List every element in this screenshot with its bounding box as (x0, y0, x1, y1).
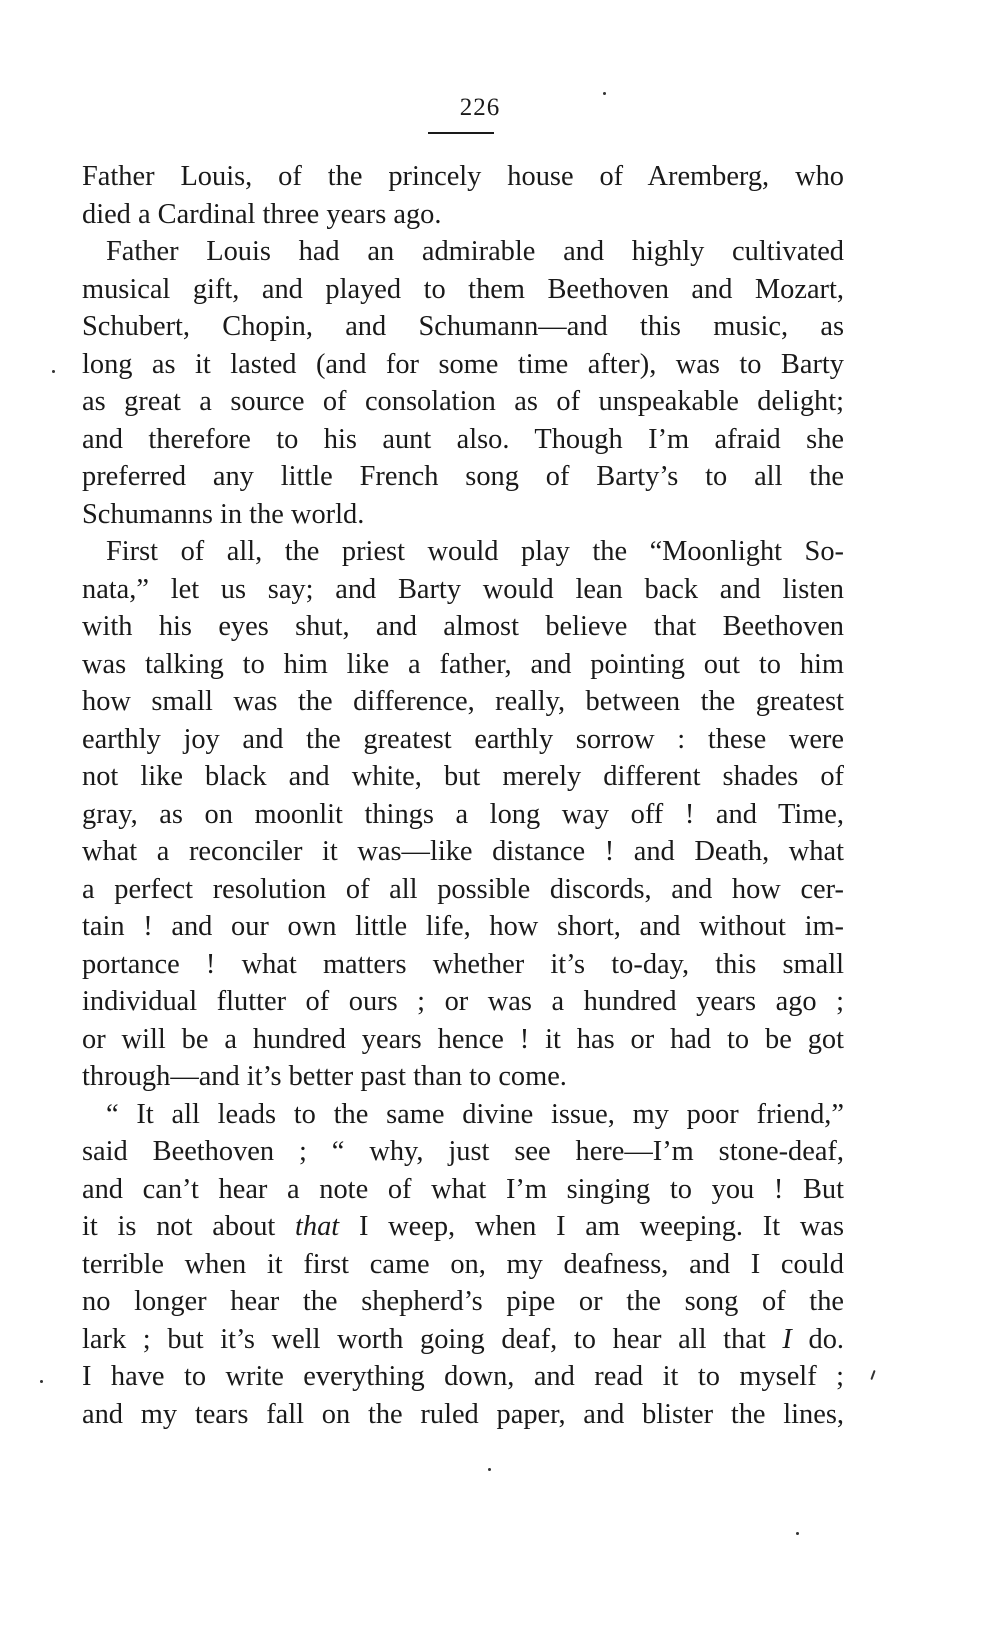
text-line: not like black and white, but merely different shades of (82, 761, 844, 792)
text-line: and can’t hear a note of what I’m singing to you ! But (82, 1173, 844, 1205)
body-text (82, 158, 844, 1433)
scan-speck (796, 1532, 799, 1535)
text-line: tain ! and our own little life, how short, and without im- (82, 911, 844, 942)
text-line: and therefore to his aunt also. Though I’m afraid she (82, 423, 844, 455)
text-line: musical gift, and played to them Beethoven and Mozart, (82, 273, 844, 305)
text-line: no longer hear the shepherd’s pipe or the song of the (82, 1286, 844, 1317)
text-line: terrible when it first came on, my deafness, and I could (82, 1248, 844, 1280)
text-line: died a Cardinal three years ago. (82, 198, 442, 230)
scan-speck (603, 92, 606, 95)
text-line: “ It all leads to the same divine issue, my poor friend,” (106, 1098, 844, 1130)
text-line: long as it lasted (and for some time after), was to Barty (82, 348, 844, 380)
text-line: earthly joy and the greatest earthly sorrow : these were (82, 723, 844, 755)
text-line: Father Louis, of the princely house of Aremberg, who (82, 161, 844, 192)
text-line: and my tears fall on the ruled paper, and blister the lines, (82, 1398, 844, 1430)
scan-speck (870, 1370, 875, 1380)
text-line: said Beethoven ; “ why, just see here—I’m stone-deaf, (82, 1136, 844, 1167)
header-rule (428, 132, 494, 134)
text-line: Schumanns in the world. (82, 498, 365, 530)
scan-speck (488, 1468, 491, 1471)
scan-speck (52, 370, 55, 373)
text-line: with his eyes shut, and almost believe that Beethoven (82, 611, 844, 642)
scan-speck (40, 1380, 43, 1383)
text-line: was talking to him like a father, and pointing out to him (82, 648, 844, 680)
text-line: individual flutter of ours ; or was a hundred years ago ; (82, 986, 844, 1017)
text-line: Father Louis had an admirable and highly cultivated (106, 236, 844, 267)
text-line: as great a source of consolation as of unspeakable delight; (82, 386, 844, 417)
text-line: it is not about that I weep, when I am weeping. It was (82, 1211, 844, 1242)
text-line: lark ; but it’s well worth going deaf, to hear all that I do. (82, 1323, 844, 1355)
page-number: 226 (459, 94, 501, 121)
text-line: or will be a hundred years hence ! it has or had to be got (82, 1023, 844, 1055)
text-line: how small was the difference, really, between the greatest (82, 686, 844, 717)
text-line: gray, as on moonlit things a long way off ! and Time, (82, 798, 844, 830)
text-line: through—and it’s better past than to come. (82, 1061, 567, 1092)
text-line: portance ! what matters whether it’s to-day, this small (82, 948, 844, 980)
text-line: I have to write everything down, and read it to myself ; (82, 1361, 844, 1392)
text-line: what a reconciler it was—like distance ! and Death, what (82, 836, 844, 867)
text-line: a perfect resolution of all possible discords, and how cer- (82, 873, 844, 905)
text-line: preferred any little French song of Barty’s to all the (82, 461, 844, 492)
text-line: First of all, the priest would play the “Moonlight So- (106, 536, 844, 567)
text-line: nata,” let us say; and Barty would lean back and listen (82, 573, 844, 605)
text-line: Schubert, Chopin, and Schumann—and this music, as (82, 311, 844, 342)
